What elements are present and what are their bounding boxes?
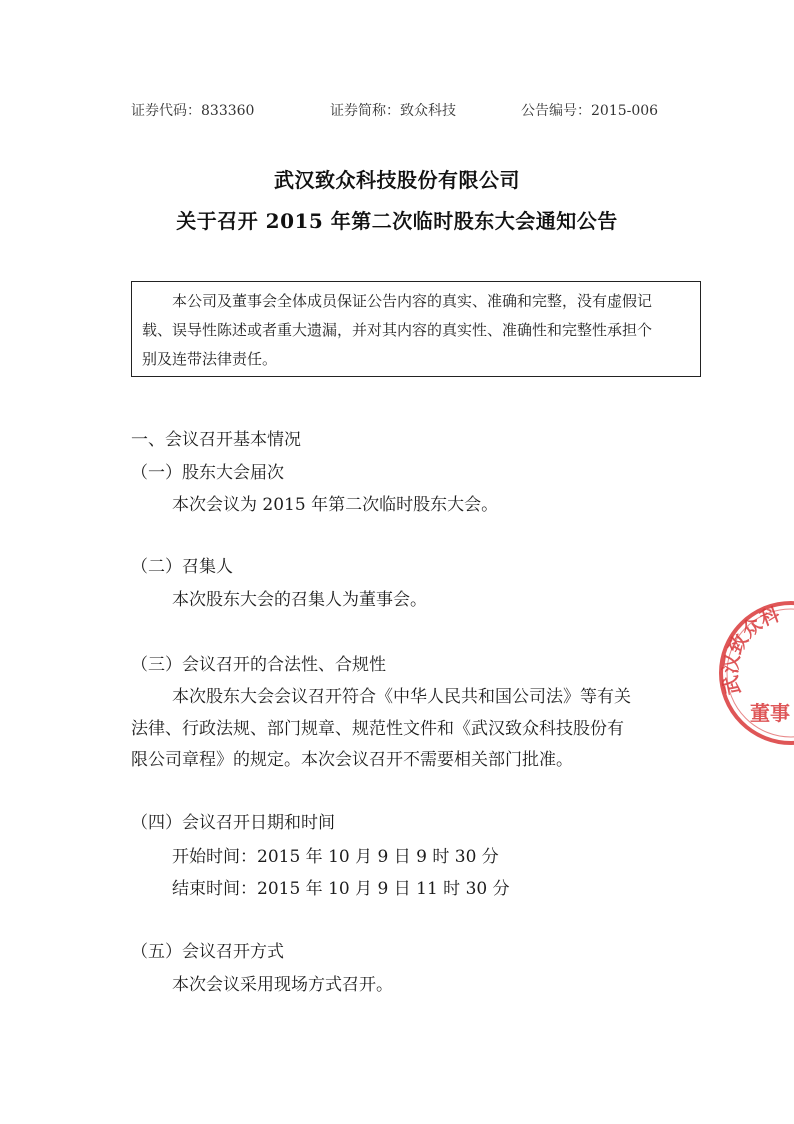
notice-title: 关于召开 2015 年第二次临时股东大会通知公告 [176, 209, 618, 233]
subsection-3-heading: （三）会议召开的合法性、合规性 [131, 655, 386, 675]
announcement-number: 公告编号：2015-006 [521, 103, 659, 119]
subsection-3-text-1: 本次股东大会会议召开符合《中华人民共和国公司法》等有关 [172, 687, 631, 707]
seal-inner-ring [727, 609, 794, 737]
stock-name: 证券简称：致众科技 [330, 103, 456, 119]
seal-outer-text [719, 602, 784, 697]
subsection-5-heading: （五）会议召开方式 [131, 942, 284, 962]
subsection-1-heading: （一）股东大会届次 [131, 463, 284, 483]
start-time: 开始时间：2015 年 10 月 9 日 9 时 30 分 [172, 847, 499, 867]
section-1-heading: 一、会议召开基本情况 [131, 430, 301, 450]
subsection-3-text-2: 法律、行政法规、部门规章、规范性文件和《武汉致众科技股份有 [131, 719, 624, 739]
end-time: 结束时间：2015 年 10 月 9 日 11 时 30 分 [172, 879, 510, 899]
seal-inner-text: 董事 [750, 701, 790, 725]
subsection-1-text: 本次会议为 2015 年第二次临时股东大会。 [172, 495, 499, 515]
subsection-3-text-3: 限公司章程》的规定。本次会议召开不需要相关部门批准。 [131, 750, 573, 770]
stock-code: 证券代码：833360 [131, 103, 255, 119]
seal-outer-ring [721, 603, 794, 743]
disclaimer-line-3: 别及连带法律责任。 [142, 350, 278, 368]
seal-outer-text-path: 武汉致众科 [719, 603, 783, 697]
subsection-2-text: 本次股东大会的召集人为董事会。 [172, 590, 427, 610]
subsection-5-text: 本次会议采用现场方式召开。 [172, 975, 393, 995]
document-header [131, 100, 671, 120]
disclaimer-line-2: 载、误导性陈述或者重大遗漏，并对其内容的真实性、准确性和完整性承担个 [142, 321, 653, 339]
company-seal [716, 598, 794, 748]
disclaimer-box [131, 281, 701, 377]
disclaimer-line-1: 本公司及董事会全体成员保证公告内容的真实、准确和完整，没有虚假记 [172, 292, 653, 310]
subsection-2-heading: （二）召集人 [131, 557, 233, 577]
subsection-4-heading: （四）会议召开日期和时间 [131, 813, 335, 833]
company-title: 武汉致众科技股份有限公司 [274, 168, 520, 192]
